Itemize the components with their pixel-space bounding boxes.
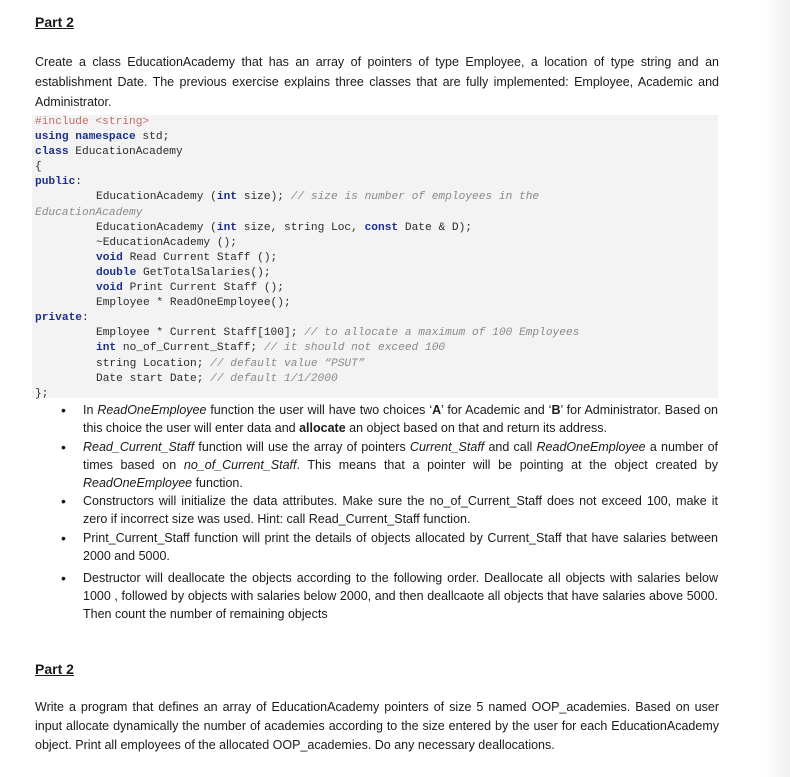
code-keyword: int	[96, 342, 117, 355]
code-text: {	[35, 161, 42, 174]
code-line	[35, 190, 718, 205]
code-text: EducationAcademy (	[96, 221, 217, 234]
code-line	[35, 175, 718, 190]
section-heading-part2: Part 2	[35, 14, 74, 30]
code-text: };	[35, 387, 49, 400]
code-comment: // default value “PSUT”	[210, 357, 365, 370]
code-block	[32, 115, 718, 398]
code-text: no_of_Current_Staff;	[116, 342, 264, 355]
code-line	[35, 145, 718, 160]
list-item: • In ReadOneEmployee function the user will have two choices ‘A’ for Academic and ‘B’ for Administrator. Based on this choice the user will enter data and allocate an object based on that and return its address.	[83, 401, 718, 437]
code-line	[35, 281, 718, 296]
code-keyword: using namespace	[35, 131, 136, 144]
code-line	[35, 115, 718, 130]
code-text: EducationAcademy (	[96, 191, 217, 204]
code-text: size, string Loc,	[237, 221, 365, 234]
code-line	[35, 236, 718, 251]
code-text: EducationAcademy	[68, 146, 183, 159]
code-text: Employee * ReadOneEmployee();	[96, 297, 291, 310]
code-line	[35, 372, 718, 387]
code-text: GetTotalSalaries();	[136, 266, 271, 279]
code-text: Print Current Staff ();	[122, 282, 284, 295]
code-text: ~EducationAcademy ();	[96, 236, 237, 249]
program-paragraph: Write a program that defines an array of EducationAcademy pointers of size 5 named OOP_academies. Based on user input allocate dynamically the number of academies according to the size entered by the user for each EducationAcademy object. Print all employees of the allocated OOP_academies. Do any necessary deallocations.	[35, 700, 719, 752]
code-comment: // it should not exceed 100	[263, 342, 446, 355]
code-keyword: int	[216, 191, 238, 204]
code-keyword: int	[216, 221, 238, 234]
code-text: Read Current Staff ();	[122, 251, 278, 264]
code-comment: EducationAcademy	[35, 206, 143, 219]
code-comment: // size is number of employees in the	[290, 191, 540, 204]
code-line	[35, 266, 718, 281]
code-text: Date & D);	[398, 221, 473, 234]
code-line	[35, 251, 718, 266]
code-text: string Location;	[96, 357, 211, 370]
code-text: size);	[237, 191, 291, 204]
code-line	[35, 160, 718, 175]
code-line	[35, 130, 718, 145]
page-edge-shadow	[764, 0, 790, 777]
code-line	[35, 221, 718, 236]
code-line	[35, 311, 718, 326]
code-keyword: public	[35, 176, 76, 189]
code-text: Date start Date;	[96, 372, 211, 385]
code-text: std;	[135, 131, 170, 144]
list-item: • Print_Current_Staff function will print the details of objects allocated by Current_Staff that have salaries between 2000 and 5000.	[83, 529, 718, 565]
code-comment: // default 1/1/2000	[210, 372, 338, 385]
code-keyword: const	[364, 221, 399, 234]
code-line	[35, 341, 718, 356]
code-keyword: double	[96, 266, 137, 279]
code-keyword: void	[96, 251, 123, 264]
code-keyword: private	[35, 312, 82, 325]
code-comment: // to allocate a maximum of 100 Employees	[304, 327, 580, 340]
code-preprocessor: #include <string>	[35, 116, 150, 128]
list-item: • Destructor will deallocate the objects according to the following order. Deallocate all objects with salaries below 1000 , followed by objects with salaries below 2000, and then deallcaote all objects that have salaries above 5000. Then count the number of remaining objects	[83, 569, 718, 623]
code-line	[35, 387, 718, 402]
intro-paragraph: Create a class EducationAcademy that has an array of pointers of type Employee, a location of type string and an establishment Date. The previous exercise explains three classes that are fully implemented: Employee, Academic and Administrator.	[35, 55, 719, 109]
code-keyword: void	[96, 282, 123, 295]
code-line	[35, 326, 718, 341]
code-line	[35, 296, 718, 311]
code-keyword: class	[35, 146, 69, 159]
code-line	[35, 206, 718, 221]
section-heading-part2-second: Part 2	[35, 661, 74, 677]
code-line	[35, 357, 718, 372]
code-text: Employee * Current Staff[100];	[96, 327, 305, 340]
code-text: :	[75, 176, 83, 189]
code-text: :	[82, 312, 89, 325]
list-item: • Read_Current_Staff function will use the array of pointers Current_Staff and call ReadOneEmployee a number of times based on no_of_Current_Staff. This means that a pointer will be pointing at the object created by ReadOneEmployee function.	[83, 438, 718, 492]
list-item: • Constructors will initialize the data attributes. Make sure the no_of_Current_Staff does not exceed 100, make it zero if incorrect size was used. Hint: call Read_Current_Staff function.	[83, 492, 718, 528]
